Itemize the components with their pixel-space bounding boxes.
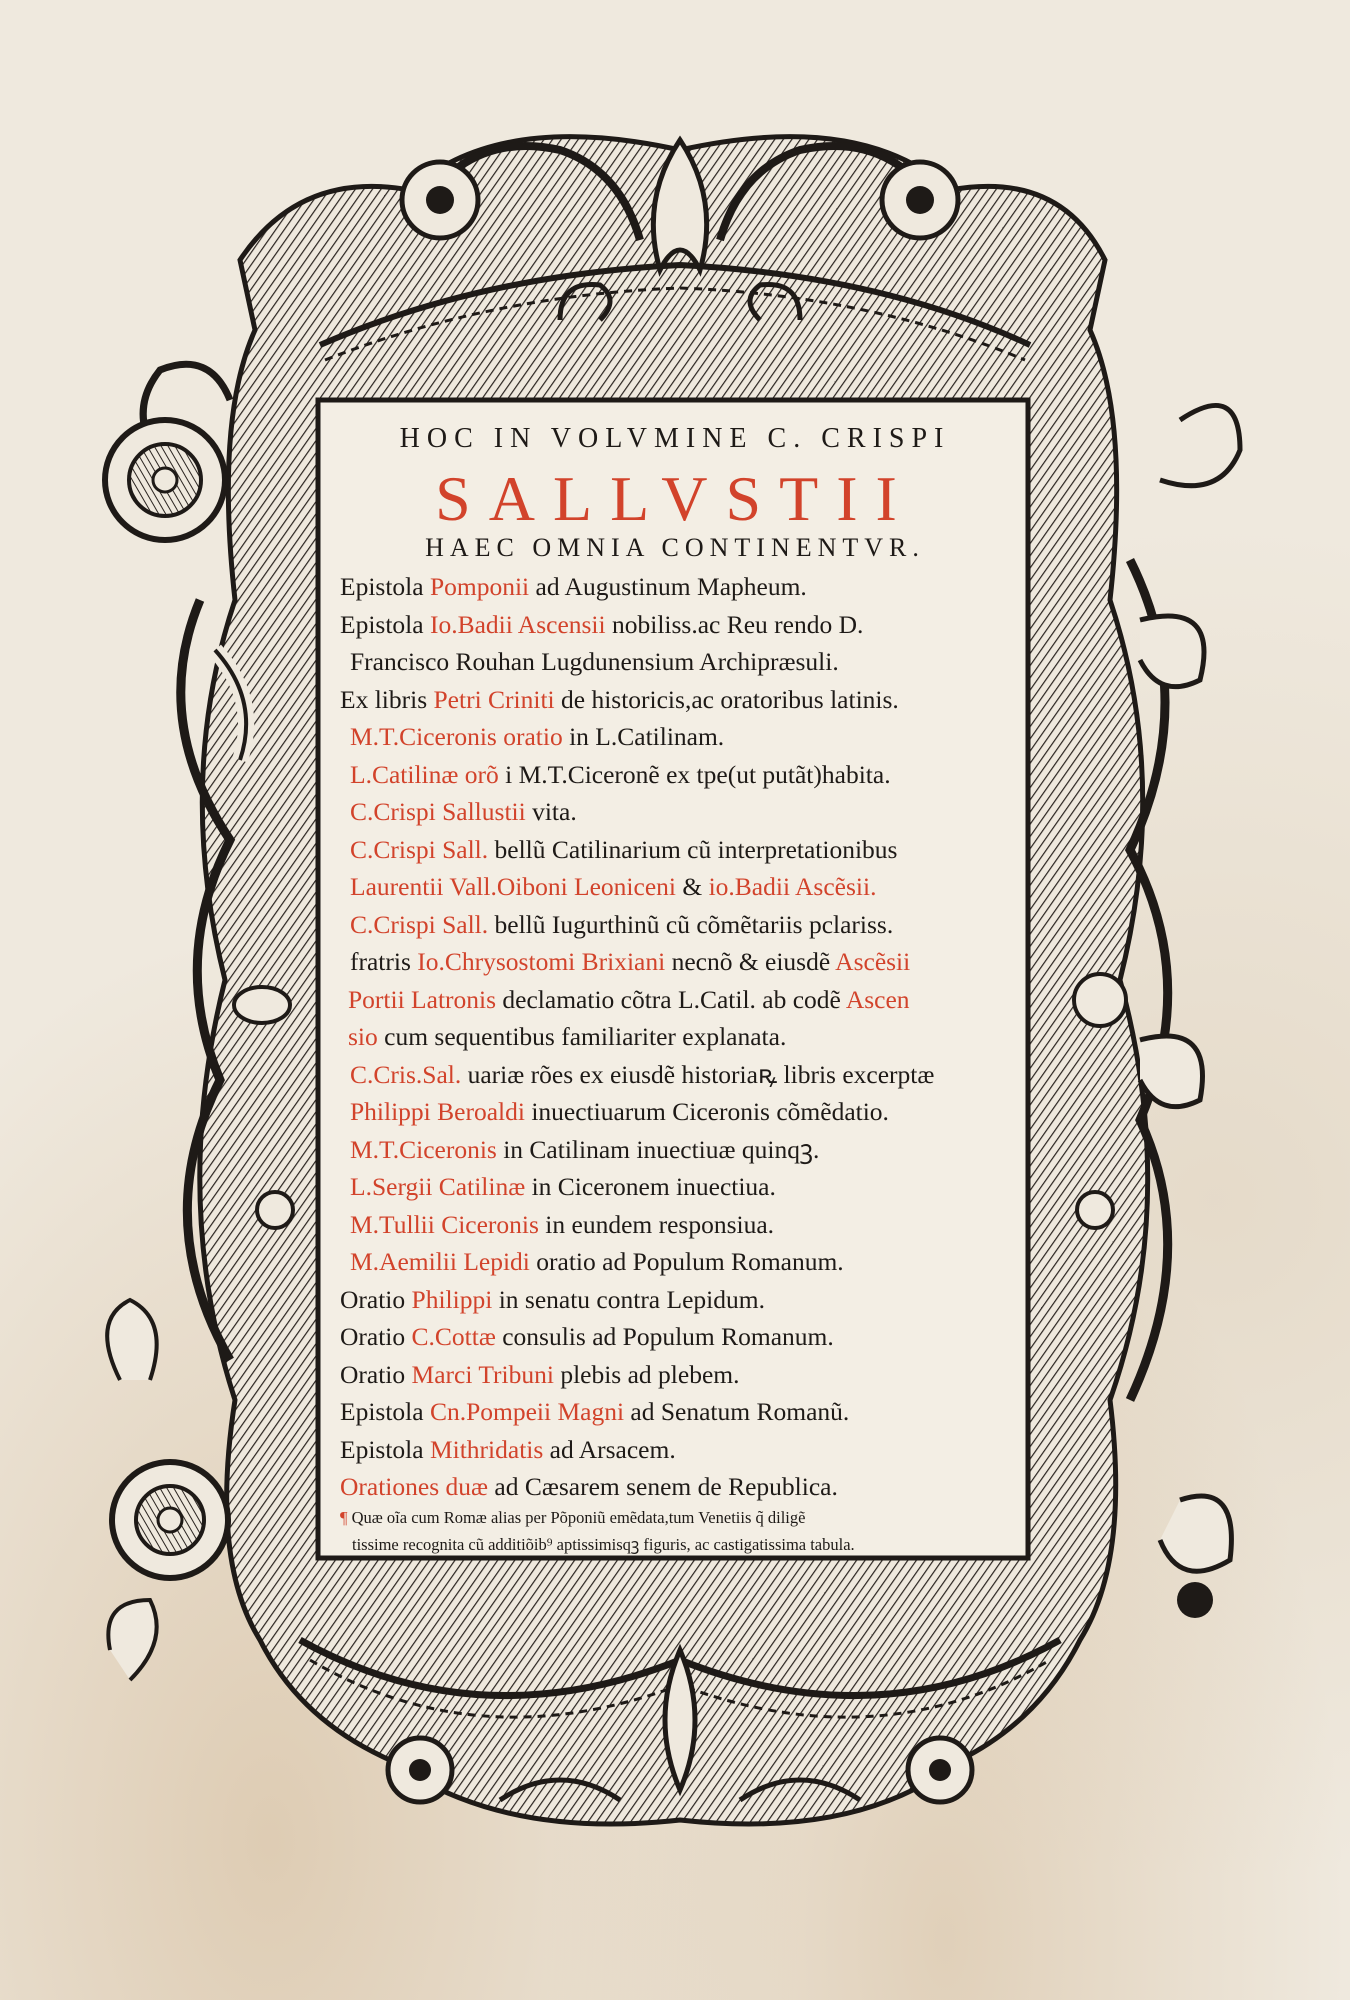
contents-entry: L.Sergii Catilinæ in Ciceronem inuectiua.: [350, 1172, 776, 1201]
contents-entry: Oratio C.Cottæ consulis ad Populum Romanum.: [340, 1322, 834, 1351]
contents-entry: M.T.Ciceronis in Catilinam inuectiuæ quinqꝫ.: [350, 1134, 820, 1164]
contents-entry: Orationes duæ ad Cæsarem senem de Republica.: [340, 1472, 838, 1501]
contents-entry: Laurentii Vall.Oiboni Leoniceni & io.Badii Ascẽsii.: [350, 872, 877, 901]
contents-entry: Ex libris Petri Criniti de historicis,ac oratoribus latinis.: [340, 684, 899, 714]
title-line-1: HOC IN VOLVMINE C. CRISPI: [399, 423, 951, 454]
closing-note-line-2: tissime recognita cũ additiõib⁹ aptissimisqꝫ figuris, ac castigatissima tabula.: [352, 1535, 855, 1554]
contents-entry: Oratio Marci Tribuni plebis ad plebem.: [340, 1359, 740, 1389]
contents-entry: Epistola Io.Badii Ascensii nobiliss.ac Reu rendo D.: [340, 609, 864, 639]
title-sallustii: SALLVSTII: [435, 463, 915, 534]
contents-entry: fratris Io.Chrysostomi Brixiani necnõ & eiusdẽ Ascẽsii: [350, 947, 911, 976]
contents-entry: sio cum sequentibus familiariter explanata.: [348, 1022, 787, 1051]
contents-entry: C.Cris.Sal. uariæ rões ex eiusdẽ historiaꝶ libris excerptæ: [350, 1059, 935, 1089]
contents-entry: M.Aemilii Lepidi oratio ad Populum Romanum.: [350, 1247, 844, 1276]
contents-entry: Epistola Cn.Pompeii Magni ad Senatum Romanũ.: [340, 1397, 850, 1426]
contents-entry: Epistola Pomponii ad Augustinum Mapheum.: [340, 572, 807, 601]
contents-entry: M.Tullii Ciceronis in eundem responsiua.: [350, 1209, 775, 1239]
contents-entry: Oratio Philippi in senatu contra Lepidum.: [340, 1284, 765, 1314]
contents-entry: C.Crispi Sall. bellũ Iugurthinũ cũ cõmẽtariis pclariss.: [350, 909, 894, 939]
paragraph-mark-icon: ¶: [340, 1508, 348, 1527]
contents-entry: C.Crispi Sall. bellũ Catilinarium cũ interpretationibus: [350, 834, 898, 864]
closing-note-line-1: ¶ Quæ oĩa cum Romæ alias per Põponiũ emẽdata,tum Venetiis q̃ diligẽ: [340, 1508, 806, 1527]
contents-entry: L.Catilinæ orõ i M.T.Ciceronẽ ex tpe(ut putãt)habita.: [350, 759, 891, 789]
contents-entry: Portii Latronis declamatio cõtra L.Catil. ab codẽ Ascen: [348, 984, 910, 1014]
contents-entry: Epistola Mithridatis ad Arsacem.: [340, 1434, 676, 1464]
contents-entry: C.Crispi Sallustii vita.: [350, 797, 577, 826]
title-line-3: HAEC OMNIA CONTINENTVR.: [425, 533, 925, 562]
contents-entry: Philippi Beroaldi inuectiuarum Ciceronis cõmẽdatio.: [350, 1097, 889, 1126]
contents-entry: M.T.Ciceronis oratio in L.Catilinam.: [350, 722, 725, 751]
contents-list: [340, 568, 1030, 1506]
contents-entry: Francisco Rouhan Lugdunensium Archipræsuli.: [350, 647, 839, 676]
